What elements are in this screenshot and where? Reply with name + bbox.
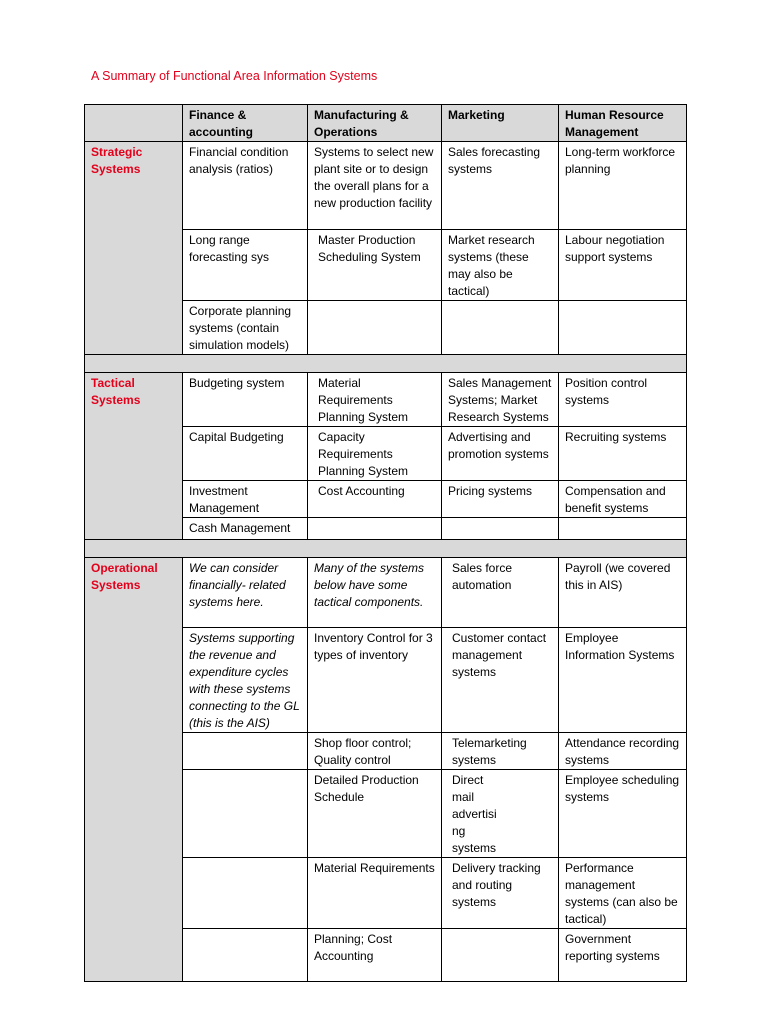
table-cell: Sales force automation <box>442 558 559 628</box>
table-cell: Attendance recording systems <box>559 733 687 770</box>
header-corner-cell <box>85 105 183 142</box>
table-cell: Corporate planning systems (contain simulation models) <box>183 301 308 355</box>
table-row <box>85 142 687 230</box>
header-manufacturing: Manufacturing & Operations <box>308 105 442 142</box>
table-cell: Long range forecasting sys <box>183 230 308 301</box>
divider-cell <box>85 355 687 373</box>
table-cell: We can consider financially- related systems here. <box>183 558 308 628</box>
section-label-tactical: Tactical Systems <box>85 373 183 540</box>
table-cell: Many of the systems below have some tactical components. <box>308 558 442 628</box>
table-cell <box>559 518 687 540</box>
table-cell: Pricing systems <box>442 481 559 518</box>
table-cell: Customer contact management systems <box>442 628 559 733</box>
table-cell: Market research systems (these may also be tactical) <box>442 230 559 301</box>
table-cell: Telemarketing systems <box>442 733 559 770</box>
page-title: A Summary of Functional Area Information Systems <box>91 69 378 83</box>
table-cell: Capacity Requirements Planning System <box>308 427 442 481</box>
table-cell: Capital Budgeting <box>183 427 308 481</box>
divider-cell <box>85 540 687 558</box>
functional-systems-table <box>84 104 687 982</box>
table-cell: Delivery tracking and routing systems <box>442 858 559 929</box>
section-divider <box>85 355 687 373</box>
table-cell: Employee Information Systems <box>559 628 687 733</box>
table-cell: Sales forecasting systems <box>442 142 559 230</box>
table-cell: Inventory Control for 3 types of inventory <box>308 628 442 733</box>
table-cell <box>442 929 559 982</box>
table-cell: Material Requirements <box>308 858 442 929</box>
header-row <box>85 105 687 142</box>
table-row <box>85 373 687 427</box>
table-cell <box>183 858 308 929</box>
table-cell <box>183 733 308 770</box>
table-cell: Cost Accounting <box>308 481 442 518</box>
table-cell: Labour negotiation support systems <box>559 230 687 301</box>
table-cell: Advertising and promotion systems <box>442 427 559 481</box>
section-label-operational: Operational Systems <box>85 558 183 982</box>
table-cell <box>308 301 442 355</box>
table-cell: Systems to select new plant site or to design the overall plans for a new production facility <box>308 142 442 230</box>
table-cell: Compensation and benefit systems <box>559 481 687 518</box>
table-cell: Government reporting systems <box>559 929 687 982</box>
table-cell: Systems supporting the revenue and expenditure cycles with these systems connecting to the GL (this is the AIS) <box>183 628 308 733</box>
table-cell: Shop floor control; Quality control <box>308 733 442 770</box>
table-cell: Investment Management <box>183 481 308 518</box>
header-marketing: Marketing <box>442 105 559 142</box>
table-cell: Planning; Cost Accounting <box>308 929 442 982</box>
header-hr: Human Resource Management <box>559 105 687 142</box>
table-cell: Detailed Production Schedule <box>308 770 442 858</box>
table-cell: Master Production Scheduling System <box>308 230 442 301</box>
table-cell: Material Requirements Planning System <box>308 373 442 427</box>
table-cell: Direct mail advertising systems <box>442 770 559 858</box>
table-cell <box>183 770 308 858</box>
header-finance: Finance & accounting <box>183 105 308 142</box>
table-row <box>85 558 687 628</box>
table-cell: Sales Management Systems; Market Research Systems <box>442 373 559 427</box>
table-cell <box>559 301 687 355</box>
table-cell: Position control systems <box>559 373 687 427</box>
section-label-strategic: Strategic Systems <box>85 142 183 355</box>
table-cell: Budgeting system <box>183 373 308 427</box>
table-cell: Long-term workforce planning <box>559 142 687 230</box>
table-cell <box>308 518 442 540</box>
section-divider <box>85 540 687 558</box>
table-cell <box>442 301 559 355</box>
table-cell: Cash Management <box>183 518 308 540</box>
table-cell <box>183 929 308 982</box>
table-cell: Financial condition analysis (ratios) <box>183 142 308 230</box>
table-cell <box>442 518 559 540</box>
table-cell: Employee scheduling systems <box>559 770 687 858</box>
table-cell: Recruiting systems <box>559 427 687 481</box>
table-cell: Payroll (we covered this in AIS) <box>559 558 687 628</box>
table-cell: Performance management systems (can also be tactical) <box>559 858 687 929</box>
